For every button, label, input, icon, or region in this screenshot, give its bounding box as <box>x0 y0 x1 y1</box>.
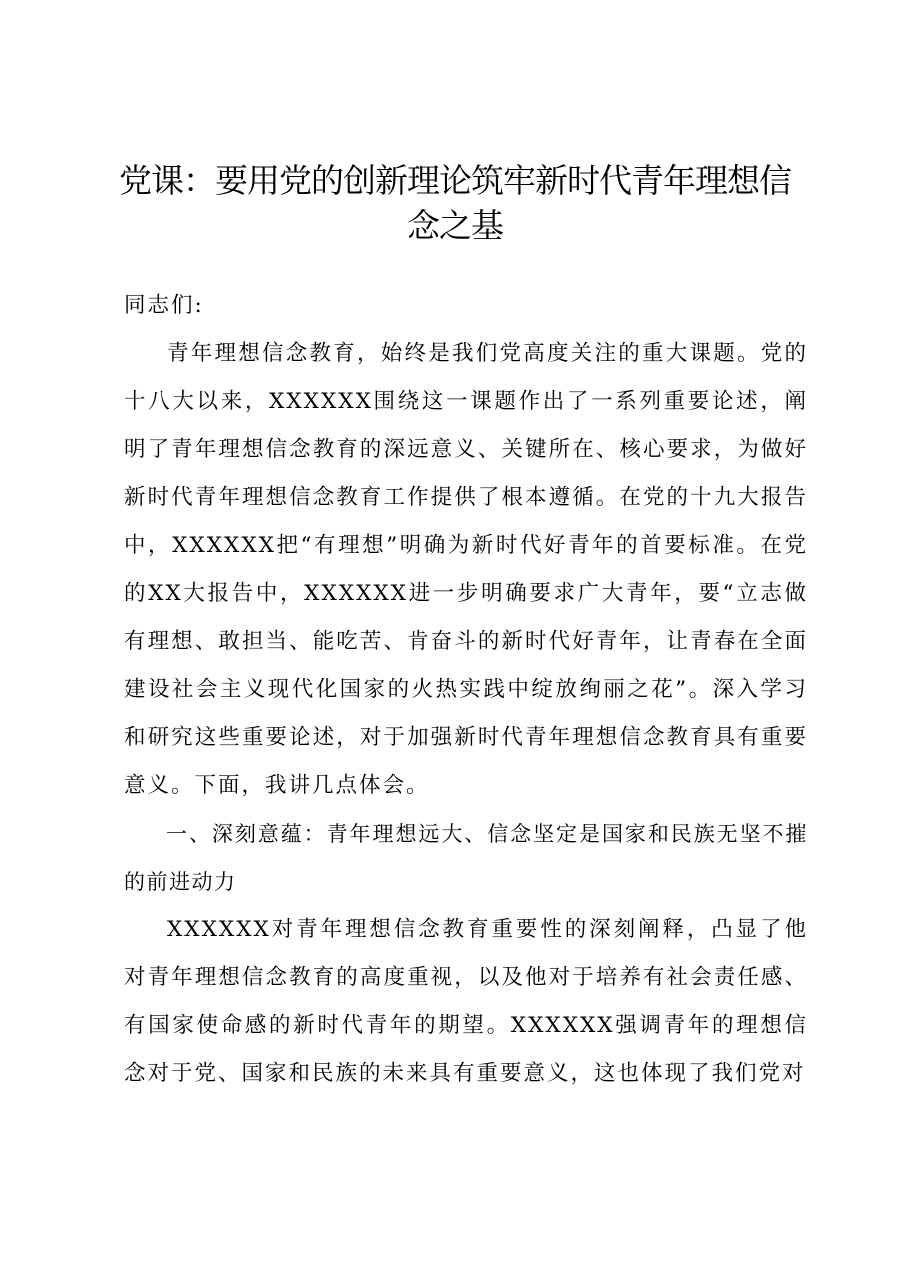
section-heading: 一、深刻意蕴：青年理想远大、信念坚定是国家和民族无坚不摧的前进动力 <box>124 822 808 894</box>
salutation: 同志们: <box>124 293 204 318</box>
intro-paragraph: 青年理想信念教育，始终是我们党高度关注的重大课题。党的十八大以来，XXXXXX围绕这一课题作出了一系列重要论述，阐明了青年理想信念教育的深远意义、关键所在、核心要求，为做好新时代青年理想信念教育工作提供了根本遵循。在党的十九大报告中，XXXXXX把“有理想”明确为新时代好青年的首要标准。在党的XX大报告中，XXXXXX进一步明确要求广大青年，要“立志做有理想、敢担当、能吃苦、肯奋斗的新时代好青年，让青春在全面建设社会主义现代化国家的火热实践中绽放绚丽之花”。深入学习和研究这些重要论述，对于加强新时代青年理想信念教育具有重要意义。下面，我讲几点体会。 <box>124 341 808 798</box>
document-title: 党课：要用党的创新理论筑牢新时代青年理想信念之基 <box>119 161 791 245</box>
section-paragraph: XXXXXX对青年理想信念教育重要性的深刻阐释，凸显了他对青年理想信念教育的高度重视，以及他对于培养有社会责任感、有国家使命感的新时代青年的期望。XXXXXX强调青年的理想信念对于党、国家和民族的未来具有重要意义，这也体现了我们党对 <box>124 917 808 1086</box>
document-body <box>124 282 808 1098</box>
